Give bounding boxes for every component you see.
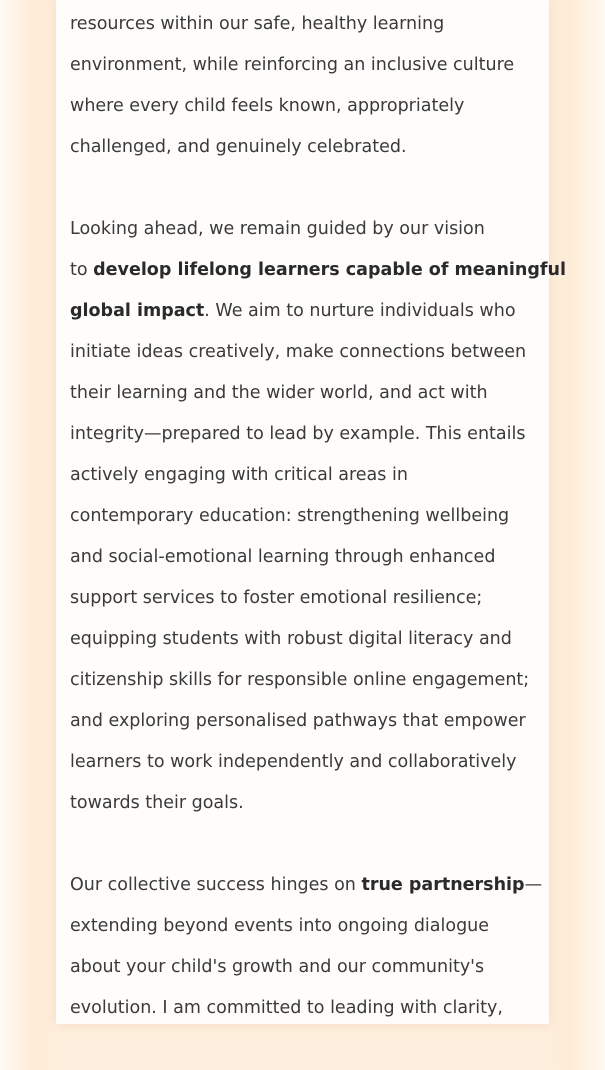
text-run: initiate ideas creatively, make connections between: [70, 342, 527, 362]
text-line: [70, 988, 540, 1029]
text-line: [70, 619, 540, 660]
text-run: their learning and the wider world, and act with: [70, 383, 488, 403]
text-line: [70, 4, 540, 45]
text-run: towards their goals.: [70, 793, 244, 813]
text-run: evolution. I am committed to leading with clarity,: [70, 998, 503, 1018]
text-run: Our collective success hinges on: [70, 875, 362, 895]
text-line: [70, 742, 540, 783]
text-line: [70, 947, 540, 988]
emphasis-text: develop lifelong learners capable of meaningful: [93, 260, 566, 280]
text-line: [70, 660, 540, 701]
text-run: —: [524, 875, 543, 895]
text-line: [70, 455, 540, 496]
text-run: where every child feels known, appropriately: [70, 96, 465, 116]
body-paragraph: [70, 4, 540, 168]
text-line: [70, 291, 540, 332]
text-line: [70, 250, 566, 291]
text-run: actively engaging with critical areas in: [70, 465, 408, 485]
text-run: support services to foster emotional resilience;: [70, 588, 483, 608]
text-run: contemporary education: strengthening wellbeing: [70, 506, 510, 526]
text-run: and social-emotional learning through enhanced: [70, 547, 496, 567]
text-line: [70, 701, 540, 742]
text-run: integrity—prepared to lead by example. This entails: [70, 424, 526, 444]
body-paragraph: [70, 865, 543, 1029]
body-paragraph: [70, 209, 566, 824]
text-line: [70, 45, 540, 86]
text-run: Looking ahead, we remain guided by our vision: [70, 219, 485, 239]
text-line: [70, 537, 540, 578]
letter-body: [70, 4, 566, 1070]
emphasis-text: true partnership: [361, 875, 525, 895]
text-line: [70, 414, 540, 455]
text-line: [70, 209, 540, 250]
text-line: [70, 906, 540, 947]
text-run: and exploring personalised pathways that empower: [70, 711, 526, 731]
text-run: resources within our safe, healthy learning: [70, 14, 445, 34]
text-run: . We aim to nurture individuals who: [204, 301, 516, 321]
text-line: [70, 86, 540, 127]
text-line: [70, 496, 540, 537]
text-run: about your child's growth and our community's: [70, 957, 485, 977]
text-run: environment, while reinforcing an inclusive culture: [70, 55, 515, 75]
text-line: [70, 373, 540, 414]
text-run: equipping students with robust digital literacy and: [70, 629, 512, 649]
text-run: extending beyond events into ongoing dialogue: [70, 916, 490, 936]
text-run: learners to work independently and collaboratively: [70, 752, 517, 772]
text-run: challenged, and genuinely celebrated.: [70, 137, 407, 157]
text-run: citizenship skills for responsible online engagement;: [70, 670, 530, 690]
text-line: [70, 332, 540, 373]
text-line: [70, 865, 543, 906]
text-line: [70, 127, 540, 168]
emphasis-text: global impact: [70, 301, 205, 321]
text-line: [70, 783, 540, 824]
text-line: [70, 578, 540, 619]
text-run: to: [70, 260, 94, 280]
